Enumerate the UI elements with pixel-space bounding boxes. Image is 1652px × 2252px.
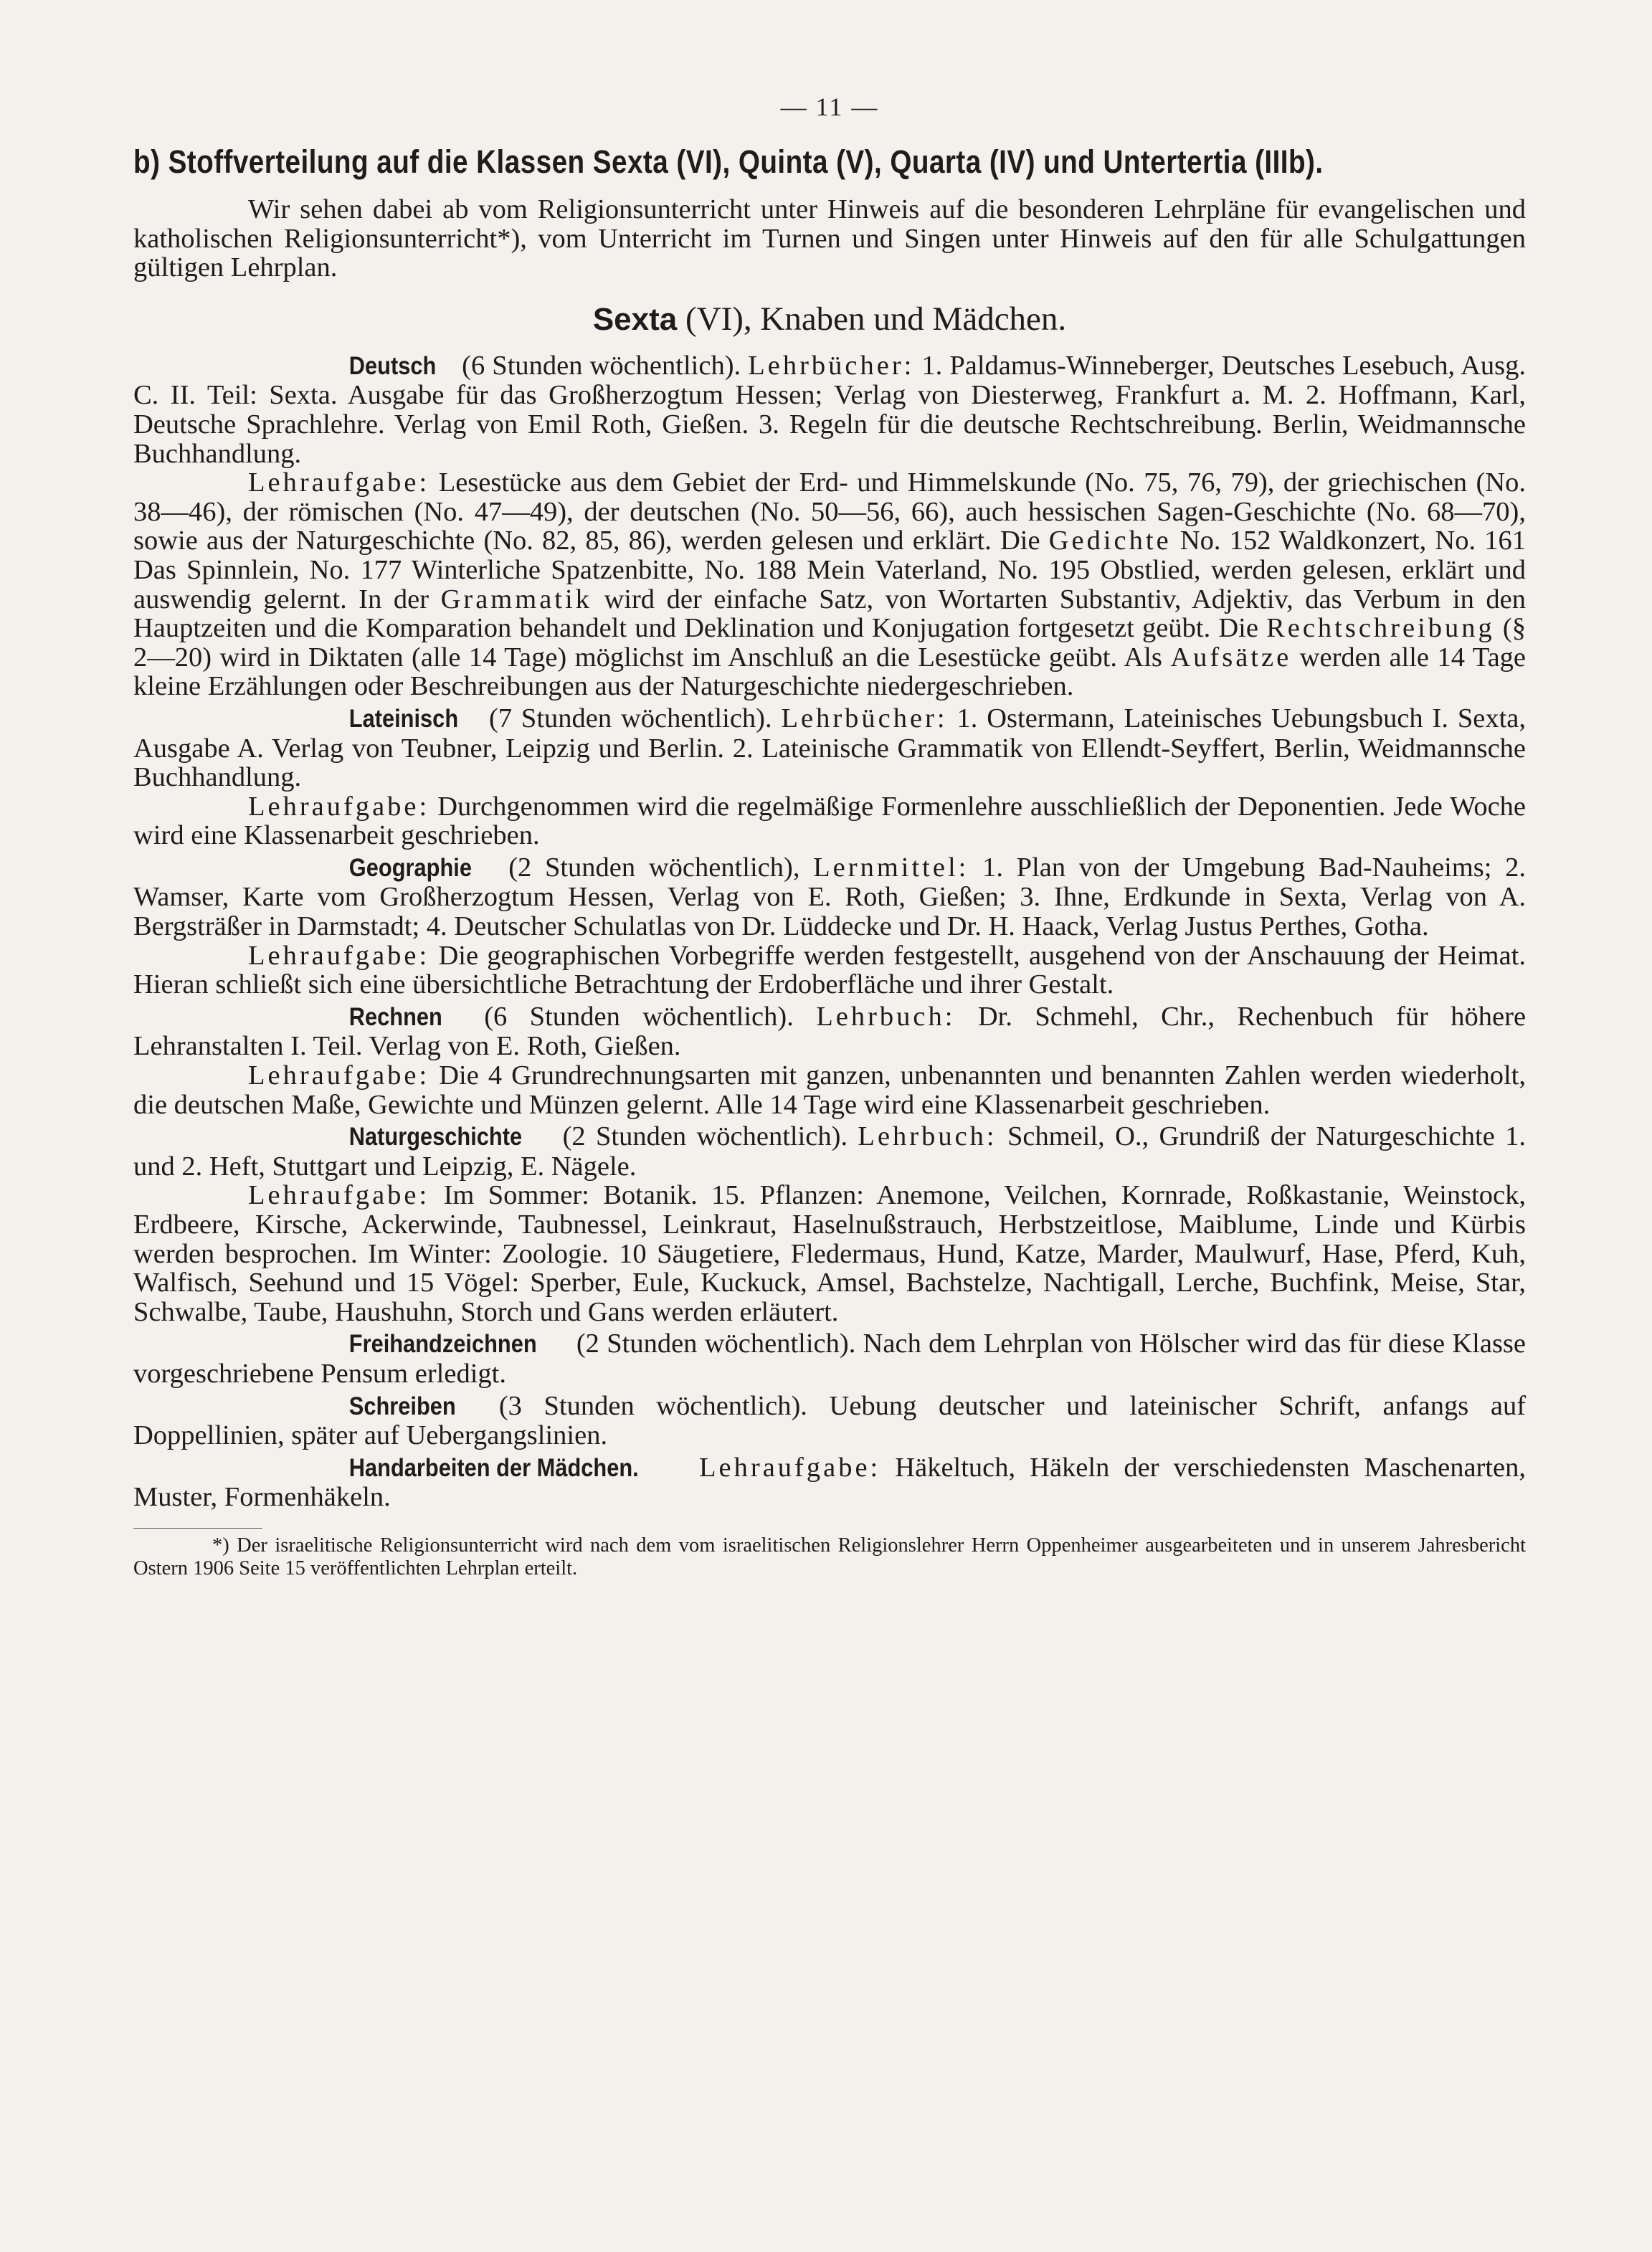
- rechnen-books-label: Lehrbuch:: [816, 1001, 956, 1032]
- deutsch-task-part5: werden alle 14 Tage kleine Erzählungen oder Beschreibungen aus der Naturgeschichte niedergeschrieben.: [133, 642, 1527, 702]
- latein-hours: (7 Stunden wöchentlich).: [488, 703, 772, 733]
- deutsch-gedichte-label: Gedichte: [1048, 526, 1172, 556]
- geographie-hours: (2 Stunden wöchentlich),: [508, 852, 800, 883]
- deutsch-books-text: 1. Paldamus-Winneberger, Deutsches Lesebuch, Ausg. C. II. Teil: Sexta. Ausgabe für das Großherzogtum Hessen; Verlag von Diesterweg, Frankfurt a. M. 2. Hoffmann, Karl, Deutsche Sprachlehre. Verlag von Emil Roth, Gießen. 3. Regeln für die deutsche Rechtschreibung. Berlin, Weidmannsche Buchhandlung.: [133, 350, 1527, 469]
- latein-task-text: Durchgenommen wird die regelmäßige Formenlehre ausschließlich der Deponentien. Jede Woche wird eine Klassenarbeit geschrieben.: [133, 791, 1526, 851]
- subject-latein-books: [133, 704, 1526, 792]
- subject-latein-task: [133, 792, 1526, 850]
- footnote-divider: [133, 1528, 262, 1529]
- rechnen-task-label: Lehraufgabe:: [248, 1060, 430, 1091]
- footnote: *) Der israelitische Religionsunterricht wird nach dem vom israelitischen Religionslehrer Herrn Oppenheimer ausgearbeiteten und in unserem Jahresbericht Ostern 1906 Seite 15 veröffentlichten Lehrplan erteilt.: [133, 1534, 1526, 1579]
- rechnen-hours: (6 Stunden wöchentlich).: [484, 1001, 794, 1032]
- naturgeschichte-task-label: Lehraufgabe:: [248, 1180, 430, 1211]
- deutsch-task-part1: Lesestücke aus dem Gebiet der Erd- und Himmelskunde (No. 75, 76, 79), der griechischen (No. 38—46), der römischen (No. 47—49), der deutschen (No. 50—56, 66), auch hessischen Sagen-Geschichte (No. 68—70), sowie aus der Naturgeschichte (No. 82, 85, 86), werden gelesen und erklärt. Die: [133, 467, 1527, 556]
- latein-books-label: Lehrbücher:: [781, 703, 948, 733]
- document-page: [133, 92, 1526, 1580]
- subject-naturgeschichte-books: [133, 1122, 1526, 1181]
- latein-books-text: 1. Ostermann, Lateinisches Uebungsbuch I. Sexta, Ausgabe A. Verlag von Teubner, Leipzig und Berlin. 2. Lateinische Grammatik von Ellendt-Seyffert, Berlin, Weidmannsche Buchhandlung.: [133, 703, 1527, 793]
- subject-handarbeiten: [133, 1453, 1526, 1512]
- subject-rechnen-books: [133, 1002, 1526, 1061]
- freihand-hours: (2 Stunden wöchentlich).: [576, 1329, 856, 1359]
- subject-geographie-books: [133, 853, 1526, 941]
- subject-freihand: [133, 1329, 1526, 1388]
- deutsch-aufsaetze-label: Aufsätze: [1170, 642, 1292, 673]
- naturgeschichte-books-text: Schmeil, O., Grundriß der Naturgeschichte 1. und 2. Heft, Stuttgart und Leipzig, E. Nägele.: [133, 1121, 1527, 1182]
- intro-paragraph: Wir sehen dabei ab vom Religionsunterricht unter Hinweis auf die besonderen Lehrpläne für evangelischen und katholischen Religionsunterricht*), vom Unterricht im Turnen und Singen unter Hinweis auf den für alle Schulgattungen gültigen Lehrplan.: [133, 194, 1526, 283]
- subject-name-geographie: Geographie: [348, 853, 472, 882]
- schreiben-hours: (3 Stunden wöchentlich).: [498, 1390, 807, 1421]
- latein-task-label: Lehraufgabe:: [248, 791, 430, 822]
- section-heading: b) Stoffverteilung auf die Klassen Sexta (VI), Quinta (V), Quarta (IV) und Untertertia (IIIb).: [133, 143, 1324, 180]
- subject-deutsch-task: [133, 468, 1526, 701]
- deutsch-rechtschreibung-label: Rechtschreibung: [1266, 613, 1495, 644]
- naturgeschichte-hours: (2 Stunden wöchentlich).: [562, 1121, 848, 1152]
- subject-rechnen-task: [133, 1061, 1526, 1119]
- geographie-task-label: Lehraufgabe:: [248, 940, 430, 971]
- deutsch-hours: (6 Stunden wöchentlich).: [462, 350, 741, 381]
- geographie-books-text: 1. Plan von der Umgebung Bad-Nauheims; 2. Wamser, Karte vom Großherzogtum Hessen, Verlag von E. Roth, Gießen; 3. Ihne, Erdkunde in Sexta, Verlag von A. Bergsträßer in Darmstadt; 4. Deutscher Schulatlas von Dr. Lüddecke und Dr. H. Haack, Verlag Justus Perthes, Gotha.: [133, 852, 1527, 942]
- deutsch-grammatik-label: Grammatik: [440, 584, 592, 614]
- geographie-books-label: Lernmittel:: [813, 852, 969, 883]
- page-number: — 11 —: [780, 92, 879, 121]
- subject-geographie-task: [133, 941, 1526, 999]
- geographie-task-text: Die geographischen Vorbegriffe werden festgestellt, ausgehend von der Anschauung der Heimat. Hieran schließt sich eine übersichtliche Betrachtung der Erdoberfläche und ihrer Gestalt.: [133, 940, 1526, 1000]
- deutsch-task-part3: wird der einfache Satz, von Wortarten Substantiv, Adjektiv, das Verbum in den Hauptzeiten und die Komparation behandelt und Deklination und Konjugation fortgesetzt geübt. Die: [133, 584, 1526, 644]
- schreiben-text: Uebung deutscher und lateinischer Schrift, anfangs auf Doppellinien, später auf Uebergangslinien.: [133, 1390, 1527, 1451]
- subject-deutsch-books: [133, 351, 1526, 468]
- subject-name-naturgeschichte: Naturgeschichte: [348, 1123, 523, 1151]
- handarbeiten-task-text: Häkeltuch, Häkeln der verschiedensten Maschenarten, Muster, Formenhäkeln.: [133, 1452, 1527, 1513]
- rechnen-books-text: Dr. Schmehl, Chr., Rechenbuch für höhere Lehranstalten I. Teil. Verlag von E. Roth, Gießen.: [133, 1001, 1527, 1062]
- subject-schreiben: [133, 1392, 1526, 1450]
- subject-name-handarbeiten: Handarbeiten der Mädchen.: [348, 1453, 639, 1482]
- handarbeiten-task-label: Lehraufgabe:: [699, 1452, 881, 1483]
- naturgeschichte-task-text: Im Sommer: Botanik. 15. Pflanzen: Anemone, Veilchen, Kornrade, Roßkastanie, Weinstock, Erdbeere, Kirsche, Ackerwinde, Taubnessel, Leinkraut, Haselnußstrauch, Herbstzeitlose, Maiblume, Linde und Kürbis werden besprochen. Im Winter: Zoologie. 10 Säugetiere, Fledermaus, Hund, Katze, Marder, Maulwurf, Hase, Pferd, Kuh, Walfisch, Seehund und 15 Vögel: Sperber, Eule, Kuckuck, Amsel, Bachstelze, Nachtigall, Lerche, Buchfink, Meise, Star, Schwalbe, Taube, Haushuhn, Storch und Gans werden erläutert.: [133, 1180, 1526, 1327]
- freihand-text: Nach dem Lehrplan von Hölscher wird das für diese Klasse vorgeschriebene Pensum erledigt.: [133, 1329, 1526, 1389]
- deutsch-task-part4: (§ 2—20) wird in Diktaten (alle 14 Tage) möglichst im Anschluß an die Lesestücke geübt. Als: [133, 613, 1526, 673]
- naturgeschichte-books-label: Lehrbuch:: [858, 1121, 997, 1152]
- subject-name-rechnen: Rechnen: [348, 1002, 442, 1031]
- deutsch-task-part2: No. 152 Waldkonzert, No. 161 Das Spinnlein, No. 177 Winterliche Spatzenbitte, No. 188 Mein Vaterland, No. 195 Obstlied, werden gelesen, erklärt und auswendig gelernt. In der: [133, 526, 1527, 614]
- rechnen-task-text: Die 4 Grundrechnungsarten mit ganzen, unbenannten und benannten Zahlen werden wiederholt, die deutschen Maße, Gewichte und Münzen gelernt. Alle 14 Tage wird eine Klassenarbeit geschrieben.: [133, 1060, 1526, 1120]
- class-title-rest: (VI), Knaben und Mädchen.: [685, 300, 1067, 338]
- subject-name-latein: Lateinisch: [348, 704, 459, 733]
- subject-naturgeschichte-task: [133, 1181, 1526, 1326]
- subject-name-freihand: Freihandzeichnen: [348, 1330, 537, 1359]
- deutsch-books-label: Lehrbücher:: [748, 350, 915, 381]
- subject-name-deutsch: Deutsch: [348, 351, 437, 380]
- class-title: [133, 300, 1526, 338]
- subject-name-schreiben: Schreiben: [348, 1392, 456, 1420]
- deutsch-task-label: Lehraufgabe:: [248, 467, 430, 498]
- class-title-name: Sexta: [592, 301, 678, 337]
